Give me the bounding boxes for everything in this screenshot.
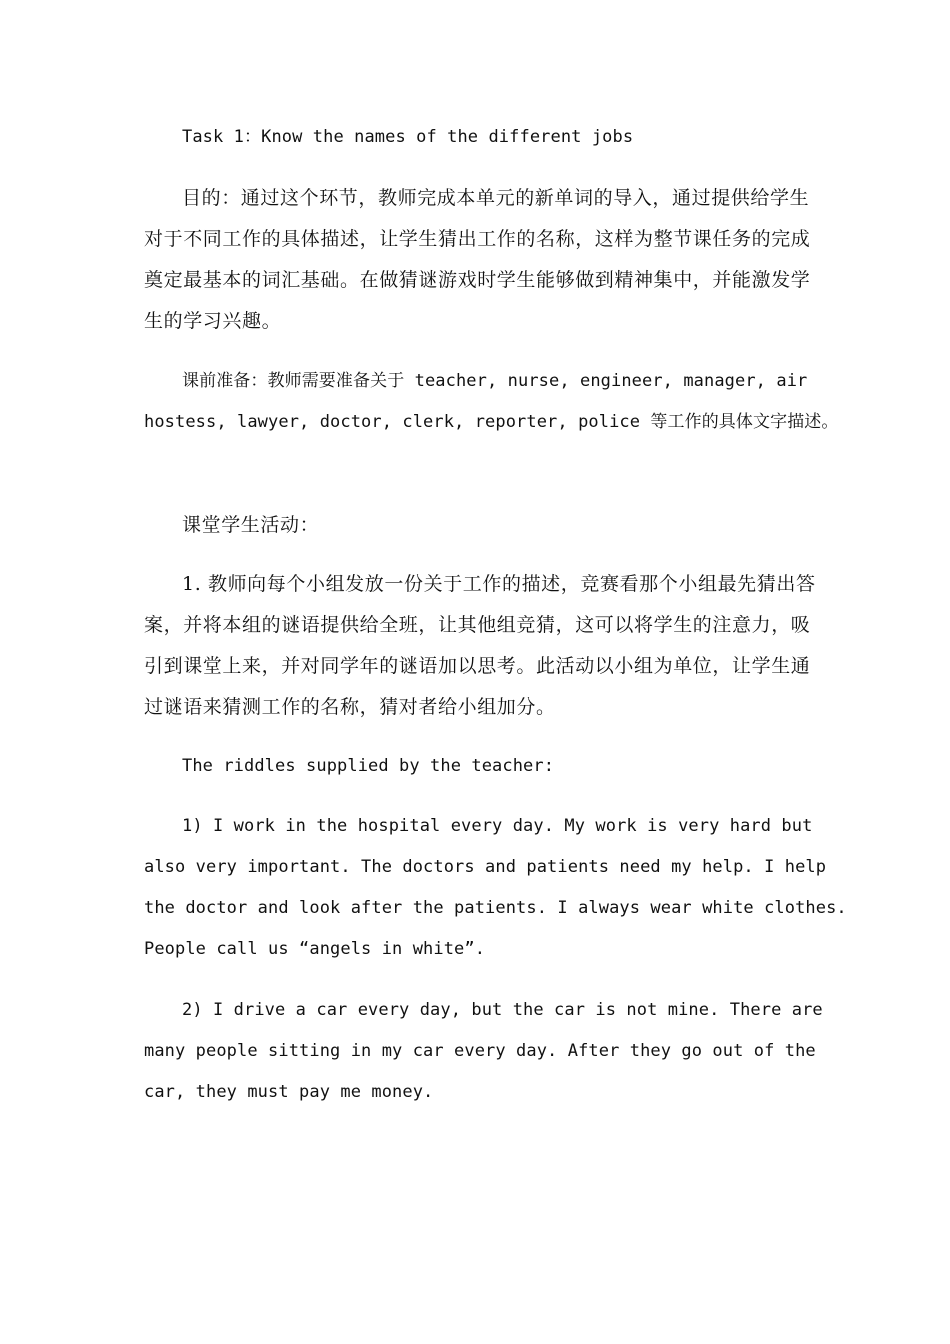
activity-1-line: 过谜语来猜测工作的名称，猜对者给小组加分。 [144, 696, 556, 718]
activity-1-paragraph [144, 564, 824, 728]
riddle-2-line: many people sitting in my car every day. After they go out of the [144, 1041, 816, 1061]
preparation-line: 课前准备：教师需要准备关于 teacher, nurse, engineer, manager, air [182, 371, 808, 391]
activity-1-line: 1. 教师向每个小组发放一份关于工作的描述，竞赛看那个小组最先猜出答 [182, 573, 816, 595]
riddles-intro-line: The riddles supplied by the teacher: [182, 756, 555, 776]
preparation-line: hostess, lawyer, doctor, clerk, reporter, police 等工作的具体文字描述。 [144, 412, 839, 432]
activity-heading-line: 课堂学生活动： [182, 514, 320, 536]
activity-1-line: 案，并将本组的谜语提供给全班，让其他组竞猜，这可以将学生的注意力，吸 [144, 614, 811, 636]
task-title-line: Task 1：Know the names of the different jobs [182, 127, 634, 147]
activity-1-line: 引到课堂上来，并对同学年的谜语加以思考。此活动以小组为单位，让学生通 [144, 655, 811, 677]
riddle-1-line: the doctor and look after the patients. I always wear white clothes. [144, 898, 847, 918]
riddle-1-line: also very important. The doctors and patients need my help. I help [144, 857, 827, 877]
purpose-line: 生的学习兴趣。 [144, 310, 282, 332]
purpose-line: 对于不同工作的具体描述，让学生猜出工作的名称，这样为整节课任务的完成 [144, 228, 811, 250]
preparation-paragraph [144, 361, 839, 443]
riddle-2-line: 2) I drive a car every day, but the car is not mine. There are [182, 1000, 823, 1020]
activity-heading [144, 505, 824, 546]
riddle-1-line: People call us “angels in white”. [144, 939, 486, 959]
riddle-2-paragraph [144, 990, 824, 1113]
task-title [144, 117, 824, 158]
riddle-2-line: car, they must pay me money. [144, 1082, 434, 1102]
riddle-1-line: 1) I work in the hospital every day. My work is very hard but [182, 816, 813, 836]
purpose-line: 奠定最基本的词汇基础。在做猜谜游戏时学生能够做到精神集中，并能激发学 [144, 269, 811, 291]
riddle-1-paragraph [144, 806, 847, 970]
purpose-paragraph [144, 178, 824, 342]
purpose-line: 目的：通过这个环节，教师完成本单元的新单词的导入，通过提供给学生 [182, 187, 810, 209]
riddles-intro [144, 746, 824, 787]
